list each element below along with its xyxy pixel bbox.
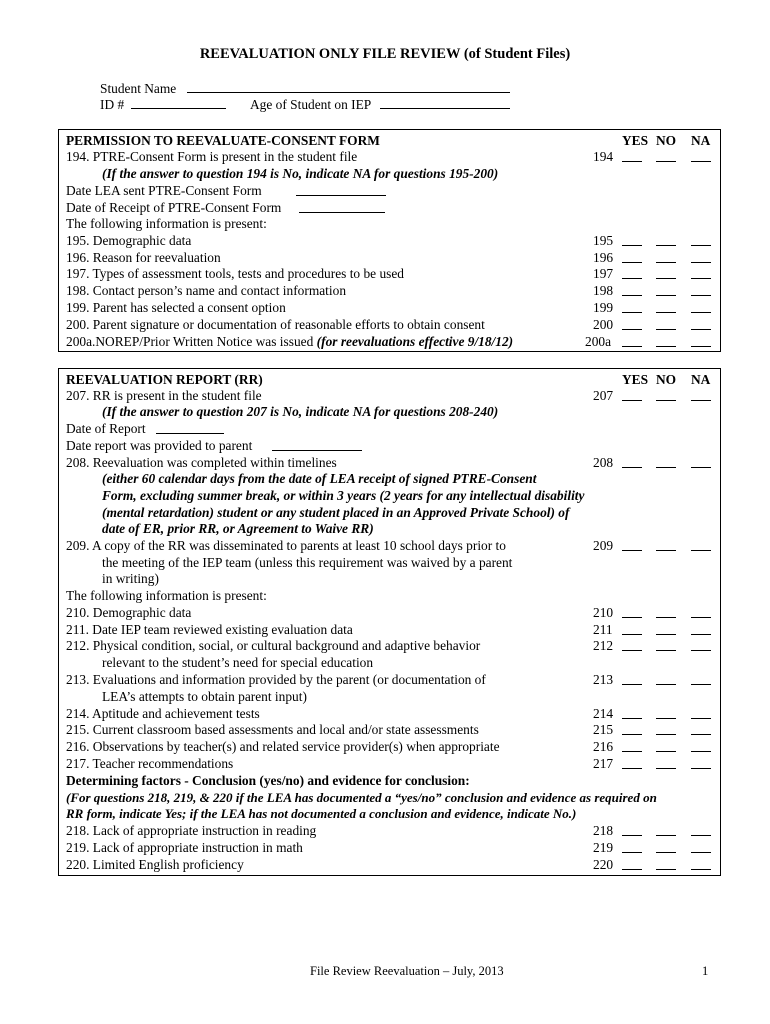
id-field[interactable] xyxy=(131,108,226,109)
date-sent-field[interactable] xyxy=(296,195,386,196)
answer-217-yes[interactable] xyxy=(622,768,642,769)
answer-216-yes[interactable] xyxy=(622,751,642,752)
col-na: NA xyxy=(691,133,711,148)
col-no-2: NO xyxy=(656,372,677,387)
answer-213-no[interactable] xyxy=(656,684,676,685)
answer-211-no[interactable] xyxy=(656,634,676,635)
q208-note-3: (mental retardation) student or any student placed in an Approved Private School) of xyxy=(102,505,570,520)
answer-197-na[interactable] xyxy=(691,278,711,279)
answer-198-yes[interactable] xyxy=(622,295,642,296)
date-provided-field[interactable] xyxy=(272,450,362,451)
num-220: 220 xyxy=(593,857,614,872)
page-number: 1 xyxy=(702,964,709,978)
answer-215-yes[interactable] xyxy=(622,734,642,735)
answer-195-yes[interactable] xyxy=(622,245,642,246)
answer-215-na[interactable] xyxy=(691,734,711,735)
num-209: 209 xyxy=(593,538,614,553)
answer-197-yes[interactable] xyxy=(622,278,642,279)
num-197: 197 xyxy=(593,266,614,281)
answer-209-no[interactable] xyxy=(656,550,676,551)
answer-217-no[interactable] xyxy=(656,768,676,769)
answer-211-na[interactable] xyxy=(691,634,711,635)
q200-text: 200. Parent signature or documentation of reasonable efforts to obtain consent xyxy=(66,317,485,332)
answer-218-no[interactable] xyxy=(656,835,676,836)
q208-text: 208. Reevaluation was completed within timelines xyxy=(66,455,337,470)
footer-text: File Review Reevaluation – July, 2013 xyxy=(310,964,504,978)
answer-195-no[interactable] xyxy=(656,245,676,246)
answer-208-na[interactable] xyxy=(691,467,711,468)
date-report-label: Date of Report xyxy=(66,421,146,436)
q198-text: 198. Contact person’s name and contact information xyxy=(66,283,347,298)
answer-219-no[interactable] xyxy=(656,852,676,853)
answer-216-no[interactable] xyxy=(656,751,676,752)
q197-text: 197. Types of assessment tools, tests and procedures to be used xyxy=(66,266,404,281)
section2-heading: REEVALUATION REPORT (RR) xyxy=(66,372,263,387)
q219-text: 219. Lack of appropriate instruction in math xyxy=(66,840,303,855)
answer-212-no[interactable] xyxy=(656,650,676,651)
num-213: 213 xyxy=(593,672,614,687)
date-provided-label: Date report was provided to parent xyxy=(66,438,253,453)
answer-213-yes[interactable] xyxy=(622,684,642,685)
answer-209-yes[interactable] xyxy=(622,550,642,551)
answer-200a-na[interactable] xyxy=(691,346,711,347)
num-196: 196 xyxy=(593,250,614,265)
determining-factors-heading: Determining factors - Conclusion (yes/no) and evidence for conclusion: xyxy=(66,773,470,788)
num-218: 218 xyxy=(593,823,614,838)
answer-200-no[interactable] xyxy=(656,329,676,330)
date-sent-label: Date LEA sent PTRE-Consent Form xyxy=(66,183,262,198)
q208-note-1: (either 60 calendar days from the date of LEA receipt of signed PTRE-Consent xyxy=(102,471,537,486)
date-receipt-field[interactable] xyxy=(299,212,385,213)
q214-text: 214. Aptitude and achievement tests xyxy=(66,706,260,721)
num-208: 208 xyxy=(593,455,614,470)
num-212: 212 xyxy=(593,638,614,653)
q209-text-3: in writing) xyxy=(102,571,159,586)
answer-210-no[interactable] xyxy=(656,617,676,618)
instruction-207: (If the answer to question 207 is No, indicate NA for questions 208-240) xyxy=(102,404,499,419)
q195-text: 195. Demographic data xyxy=(66,233,192,248)
age-field[interactable] xyxy=(380,108,510,109)
answer-194-yes[interactable] xyxy=(622,161,642,162)
num-210: 210 xyxy=(593,605,614,620)
date-report-field[interactable] xyxy=(156,433,224,434)
col-no: NO xyxy=(656,133,677,148)
num-214: 214 xyxy=(593,706,614,721)
answer-220-na[interactable] xyxy=(691,869,711,870)
answer-220-yes[interactable] xyxy=(622,869,642,870)
q196-text: 196. Reason for reevaluation xyxy=(66,250,221,265)
answer-198-na[interactable] xyxy=(691,295,711,296)
determining-note-2: RR form, indicate Yes; if the LEA has not documented a conclusion and evidence, indicate No.) xyxy=(66,806,577,821)
q199-text: 199. Parent has selected a consent option xyxy=(66,300,286,315)
determining-note-1: (For questions 218, 219, & 220 if the LEA has documented a “yes/no” conclusion and evidence as required on xyxy=(66,790,657,805)
num-194: 194 xyxy=(593,149,614,164)
answer-198-no[interactable] xyxy=(656,295,676,296)
col-na-2: NA xyxy=(691,372,711,387)
answer-207-no[interactable] xyxy=(656,400,676,401)
answer-214-yes[interactable] xyxy=(622,718,642,719)
q209-text-1: 209. A copy of the RR was disseminated to parents at least 10 school days prior to xyxy=(66,538,506,553)
section1-heading: PERMISSION TO REEVALUATE-CONSENT FORM xyxy=(66,133,380,148)
page-title: REEVALUATION ONLY FILE REVIEW (of Student Files) xyxy=(199,46,571,62)
answer-212-yes[interactable] xyxy=(622,650,642,651)
answer-208-no[interactable] xyxy=(656,467,676,468)
q217-text: 217. Teacher recommendations xyxy=(66,756,234,771)
id-label: ID # xyxy=(100,97,125,112)
answer-219-na[interactable] xyxy=(691,852,711,853)
answer-197-no[interactable] xyxy=(656,278,676,279)
answer-194-no[interactable] xyxy=(656,161,676,162)
answer-196-yes[interactable] xyxy=(622,262,642,263)
q210-text: 210. Demographic data xyxy=(66,605,192,620)
answer-199-na[interactable] xyxy=(691,312,711,313)
answer-195-na[interactable] xyxy=(691,245,711,246)
instruction-194: (If the answer to question 194 is No, indicate NA for questions 195-200) xyxy=(102,166,499,181)
num-207: 207 xyxy=(593,388,614,403)
student-name-label: Student Name xyxy=(100,81,177,96)
answer-200-na[interactable] xyxy=(691,329,711,330)
answer-209-na[interactable] xyxy=(691,550,711,551)
answer-196-no[interactable] xyxy=(656,262,676,263)
num-198: 198 xyxy=(593,283,614,298)
q213-text-2: LEA’s attempts to obtain parent input) xyxy=(102,689,307,704)
answer-210-yes[interactable] xyxy=(622,617,642,618)
num-219: 219 xyxy=(593,840,614,855)
answer-219-yes[interactable] xyxy=(622,852,642,853)
q215-text: 215. Current classroom based assessments and local and/or state assessments xyxy=(66,722,479,737)
answer-218-yes[interactable] xyxy=(622,835,642,836)
answer-214-na[interactable] xyxy=(691,718,711,719)
answer-207-na[interactable] xyxy=(691,400,711,401)
q200a-text: 200a.NOREP/Prior Written Notice was issued (for reevaluations effective 9/18/12) xyxy=(66,334,514,349)
num-217: 217 xyxy=(593,756,614,771)
q216-text: 216. Observations by teacher(s) and related service provider(s) when appropriate xyxy=(66,739,500,754)
answer-213-na[interactable] xyxy=(691,684,711,685)
q208-note-2: Form, excluding summer break, or within 3 years (2 years for any intellectual disability xyxy=(102,488,585,503)
q194-text: 194. PTRE-Consent Form is present in the student file xyxy=(66,149,358,164)
q213-text-1: 213. Evaluations and information provided by the parent (or documentation of xyxy=(66,672,486,687)
col-yes-2: YES xyxy=(622,372,649,387)
num-211: 211 xyxy=(593,622,613,637)
answer-207-yes[interactable] xyxy=(622,400,642,401)
date-receipt-label: Date of Receipt of PTRE-Consent Form xyxy=(66,200,282,215)
answer-208-yes[interactable] xyxy=(622,467,642,468)
answer-216-na[interactable] xyxy=(691,751,711,752)
col-yes: YES xyxy=(622,133,649,148)
num-200a: 200a xyxy=(585,334,612,349)
q218-text: 218. Lack of appropriate instruction in reading xyxy=(66,823,317,838)
answer-220-no[interactable] xyxy=(656,869,676,870)
answer-199-no[interactable] xyxy=(656,312,676,313)
answer-200a-yes[interactable] xyxy=(622,346,642,347)
answer-214-no[interactable] xyxy=(656,718,676,719)
num-199: 199 xyxy=(593,300,614,315)
answer-212-na[interactable] xyxy=(691,650,711,651)
num-195: 195 xyxy=(593,233,614,248)
answer-199-yes[interactable] xyxy=(622,312,642,313)
answer-200a-no[interactable] xyxy=(656,346,676,347)
q212-text-2: relevant to the student’s need for special education xyxy=(102,655,374,670)
answer-200-yes[interactable] xyxy=(622,329,642,330)
answer-210-na[interactable] xyxy=(691,617,711,618)
answer-218-na[interactable] xyxy=(691,835,711,836)
answer-211-yes[interactable] xyxy=(622,634,642,635)
student-name-field[interactable] xyxy=(187,92,510,93)
answer-194-na[interactable] xyxy=(691,161,711,162)
q209-text-2: the meeting of the IEP team (unless this requirement was waived by a parent xyxy=(102,555,513,570)
answer-215-no[interactable] xyxy=(656,734,676,735)
answer-217-na[interactable] xyxy=(691,768,711,769)
num-216: 216 xyxy=(593,739,614,754)
q211-text: 211. Date IEP team reviewed existing evaluation data xyxy=(66,622,353,637)
num-215: 215 xyxy=(593,722,614,737)
answer-196-na[interactable] xyxy=(691,262,711,263)
age-label: Age of Student on IEP xyxy=(250,97,372,112)
present-label-2: The following information is present: xyxy=(66,588,267,603)
q208-note-4: date of ER, prior RR, or Agreement to Waive RR) xyxy=(102,521,374,536)
present-label: The following information is present: xyxy=(66,216,267,231)
num-200: 200 xyxy=(593,317,614,332)
q212-text-1: 212. Physical condition, social, or cultural background and adaptive behavior xyxy=(66,638,481,653)
q207-text: 207. RR is present in the student file xyxy=(66,388,262,403)
q220-text: 220. Limited English proficiency xyxy=(66,857,244,872)
